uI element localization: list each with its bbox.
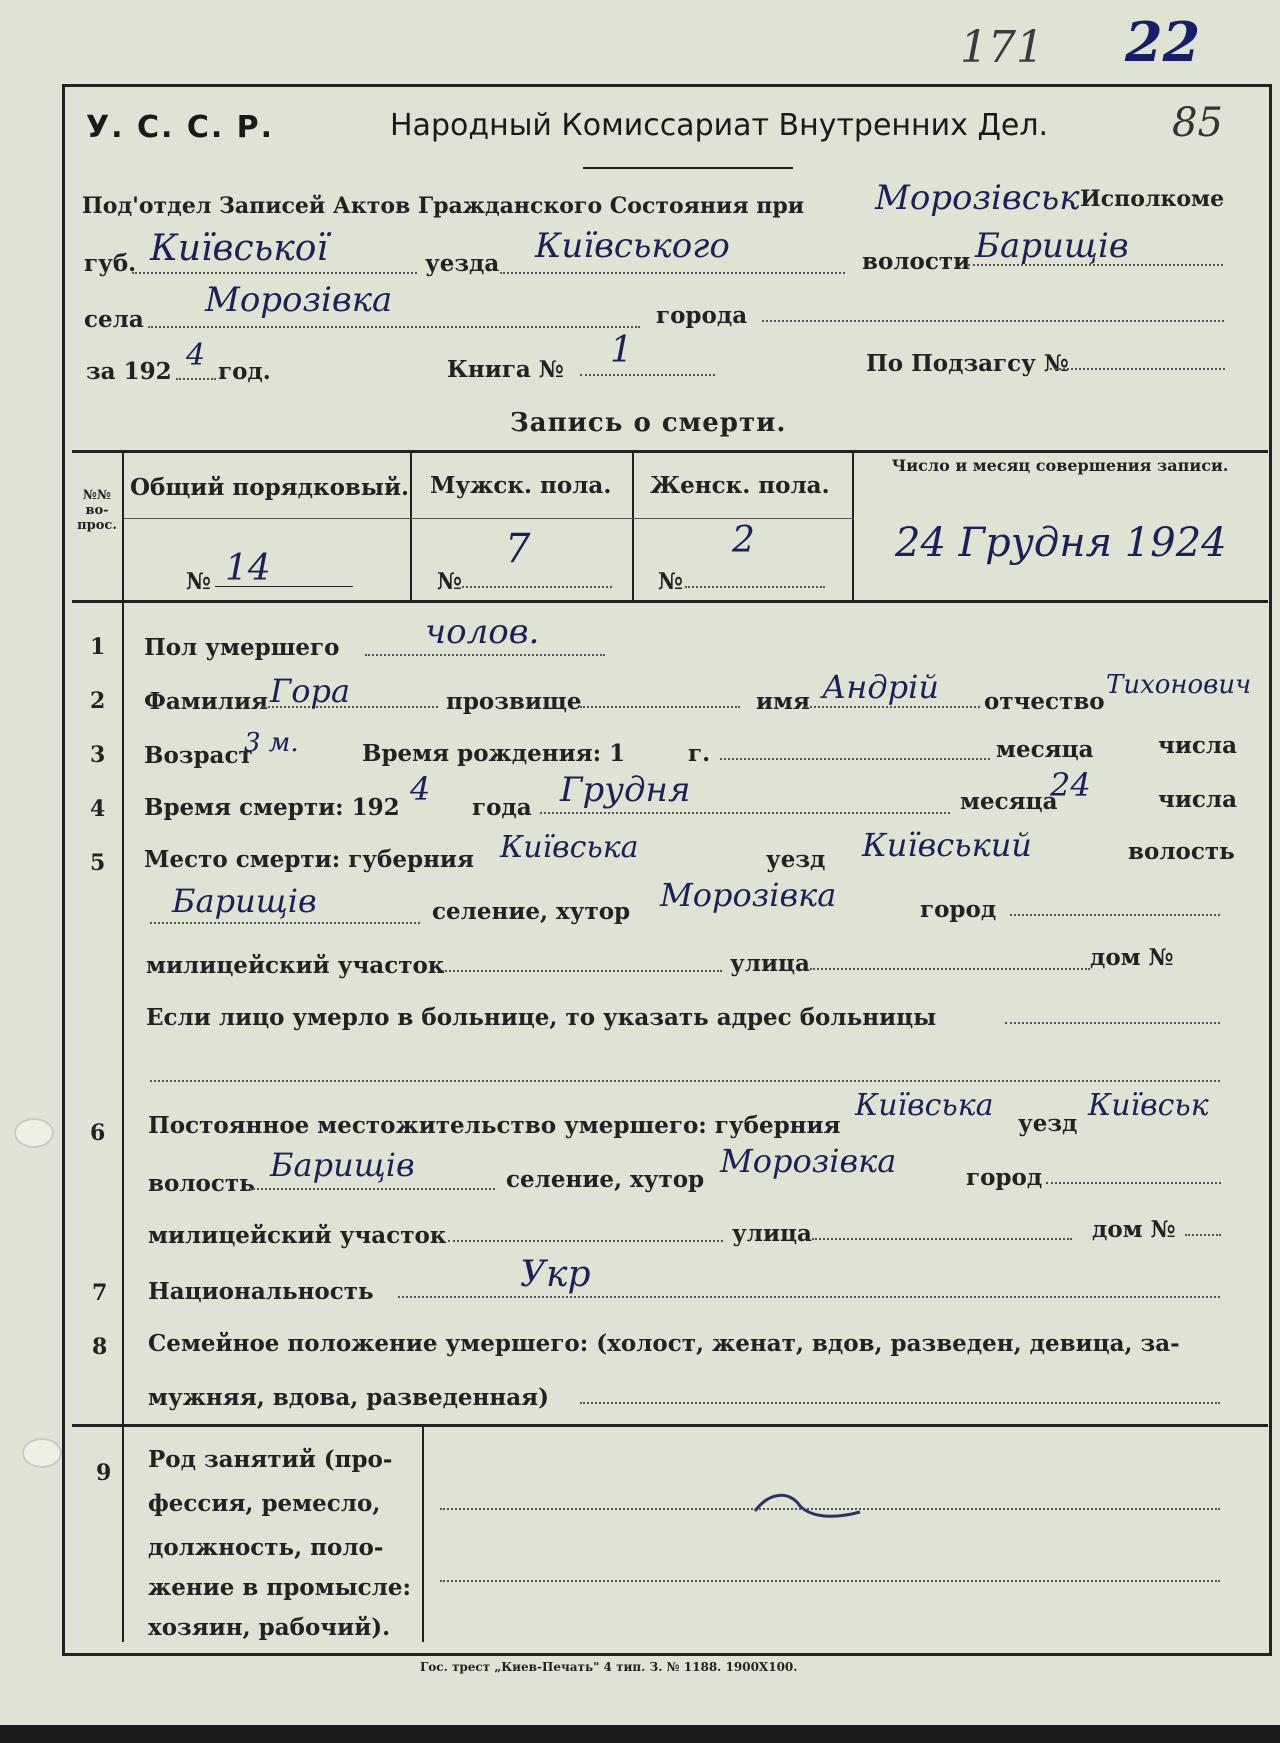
row-1-value: чолов. [425,612,540,652]
row-6-gorod-label: город [966,1164,1043,1191]
row-3-age-value: 3 м. [244,728,299,758]
row-6-label: Постоянное местожительство умершего: губерния [148,1112,841,1139]
row-6-volost-dots [250,1188,495,1190]
row-2-prozv-dots [580,706,740,708]
punch-hole-1 [14,1118,54,1148]
row-5-hospital-dots [1005,1022,1220,1024]
row-1-dots [365,654,605,656]
archive-number: 171 [960,22,1044,73]
row-2-imya-value: Андрій [822,668,939,706]
form-title: Запись о смерти. [510,408,787,438]
row-8-label: Семейное положение умершего: (холост, женат, вдов, разведен, девица, за- [148,1330,1180,1357]
row-6-dom-dots [1185,1234,1221,1236]
row-4-day-label: числа [1158,786,1238,813]
row-2-otch-label: отчество [984,688,1105,715]
col2-dots [462,586,612,588]
row-8-number: 8 [92,1334,108,1360]
row-8-label-2: мужняя, вдова, разведенная) [148,1384,549,1411]
col1-no-label: № [186,568,211,595]
row-5-gub-value: Київська [500,830,639,865]
row-5-gorod-label: город [920,896,997,923]
row-6-ulitsa-label: улица [732,1220,812,1247]
print-footer: Гос. трест „Киев-Печать" 4 тип. З. № 1188. 1900Х100. [420,1660,798,1674]
row-5-uezd-label: уезд [766,846,826,873]
selo-dots [148,326,640,328]
gub-dots [132,272,417,274]
row-9-label-5: хозяин, рабочий). [148,1614,391,1641]
row-3-month-label: месяца [996,736,1094,763]
row-5-milit-label: милицейский участок [146,952,445,979]
row-9-label-1: Род занятий (про- [148,1446,393,1473]
row-4-year-value: 4 [410,770,431,808]
row-5-number: 5 [90,850,106,876]
god-label: год. [218,358,271,385]
row-2-fam-label: Фамилия [144,688,269,715]
row-4-death-label: Время смерти: 192 [144,794,400,821]
col3-header: Женск. пола. [650,472,830,499]
row-9-col-line [422,1426,424,1642]
row-2-otch-value: Тихонович [1106,670,1252,700]
row-6-uezd-value: Київськ [1088,1088,1209,1123]
row-4-day-value: 24 [1050,766,1091,804]
uezd-label: уезда [425,250,500,277]
selo-label: села [84,306,144,333]
row-5-volost-dots [150,922,420,924]
col3-value: 2 [732,520,755,561]
table-header-bottom [72,600,1268,603]
row-5-milit-dots [442,970,722,972]
row-5-volost-value: Барищів [172,882,317,920]
col4-value: 24 Грудня 1924 [895,520,1227,566]
year-dots [176,378,216,380]
header-subline [124,518,854,519]
row-5-selenie-value: Морозівка [660,876,837,914]
col2-value: 7 [505,526,531,572]
row-9-dash-mark [750,1486,870,1526]
subdept-value: Морозівськ [875,178,1080,218]
row-6-ulitsa-dots [812,1238,1072,1240]
row-9-label-3: должность, поло- [148,1534,384,1561]
col3-dots [685,586,825,588]
col3-line [852,450,854,600]
uezd-dots [500,272,845,274]
row-6-number: 6 [90,1120,106,1146]
col1-line [410,450,412,600]
row-6-selenie-value: Морозівка [720,1142,897,1180]
commissariat-label: Народный Комиссариат Внутренних Дел. [390,108,1049,143]
row-4-goda-label: года [472,794,532,821]
kniga-dots [580,374,715,376]
row-6-milit-dots [448,1240,723,1242]
gub-label: губ. [84,250,137,277]
punch-hole-2 [22,1438,62,1468]
row-9-label-4: жение в промысле: [148,1574,412,1601]
row-4-month-label: месяца [960,788,1058,815]
row-3-age-label: Возраст [144,742,253,769]
row-3-g-label: г. [688,740,711,767]
row-7-label: Национальность [148,1278,374,1305]
row-3-birth-label: Время рождения: 1 [362,740,626,767]
row-5-gorod-dots [1010,914,1220,916]
row-6-uezd-label: уезд [1018,1110,1078,1137]
col1-value: 14 [225,548,271,589]
row-7-number: 7 [92,1280,108,1306]
sheet-number: 22 [1125,10,1201,74]
row-2-number: 2 [90,688,106,714]
gorod-label: города [656,302,748,329]
row-6-volost-value: Барищів [270,1146,415,1184]
header-rule [583,167,793,169]
row-5-hospital-dots-2 [150,1080,1220,1082]
uezd-value: Київського [535,226,730,266]
subdept-label: Под'отдел Записей Актов Гражданского Состояния при [82,193,805,219]
row-6-gorod-dots [1046,1182,1221,1184]
row-8-dots [580,1402,1220,1404]
row-5-ulitsa-label: улица [730,950,810,977]
row-9-label-2: фессия, ремесло, [148,1490,381,1517]
row-3-number: 3 [90,742,106,768]
row-9-dots-2 [440,1580,1220,1582]
row-7-value: Укр [520,1254,591,1295]
row-4-month-value: Грудня [560,770,691,810]
col3-no-label: № [658,568,683,595]
row-5-place-label: Место смерти: губерния [144,846,474,873]
kniga-label: Книга № [447,356,564,383]
row-5-hospital-label: Если лицо умерло в больнице, то указать адрес больницы [146,1004,937,1031]
row-5-uezd-value: Київський [862,826,1032,864]
row-5-ulitsa-dots [810,968,1090,970]
row-1-number: 1 [90,634,106,660]
republic-label: У. С. С. Р. [86,110,275,145]
row-2-fam-value: Гора [270,672,351,710]
qnum-header: №№ во-прос. [77,488,117,533]
row-6-gub-value: Київська [855,1088,994,1123]
col4-header: Число и месяц совершения записи. [891,456,1229,475]
table-top-line [72,450,1268,453]
col2-line [632,450,634,600]
row-6-dom-label: дом № [1092,1216,1176,1243]
year-label: за 192 [86,358,172,385]
row-3-day-label: числа [1158,732,1238,759]
selo-value: Морозівка [205,280,393,320]
year-value: 4 [186,338,206,373]
qnum-col-line [122,450,124,1642]
row-9-number: 9 [96,1460,112,1486]
row-6-selenie-label: селение, хутор [506,1166,705,1193]
row-6-volost-label: волость [148,1170,255,1197]
row-6-milit-label: милицейский участок [148,1222,447,1249]
volost-value: Барищів [975,226,1129,266]
podzags-dots [1050,368,1225,370]
col1-header: Общий порядковый. [130,474,410,501]
gorod-dots [762,320,1224,322]
row-1-label: Пол умершего [144,634,340,661]
row-5-volost-label: волость [1128,838,1235,865]
row-4-month-dots [540,812,950,814]
row-2-prozv-label: прозвище [446,688,582,715]
row-9-top-line [72,1424,1268,1427]
volost-label: волости [862,248,971,275]
row-2-imya-label: имя [756,688,811,715]
bottom-dark-strip [0,1725,1280,1743]
kniga-value: 1 [610,330,633,371]
gub-value: Київської [150,228,328,269]
row-4-number: 4 [90,796,106,822]
row-7-dots [398,1296,1220,1298]
col2-header: Мужск. пола. [430,472,612,499]
row-2-imya-dots [805,706,980,708]
ispolkom-label: Исполкоме [1080,186,1225,212]
page-number: 85 [1172,100,1223,146]
row-3-g-dots [720,758,990,760]
col2-no-label: № [437,568,462,595]
podzags-label: По Подзагсу № [866,350,1069,377]
row-5-selenie-label: селение, хутор [432,898,631,925]
row-5-dom-label: дом № [1090,944,1174,971]
